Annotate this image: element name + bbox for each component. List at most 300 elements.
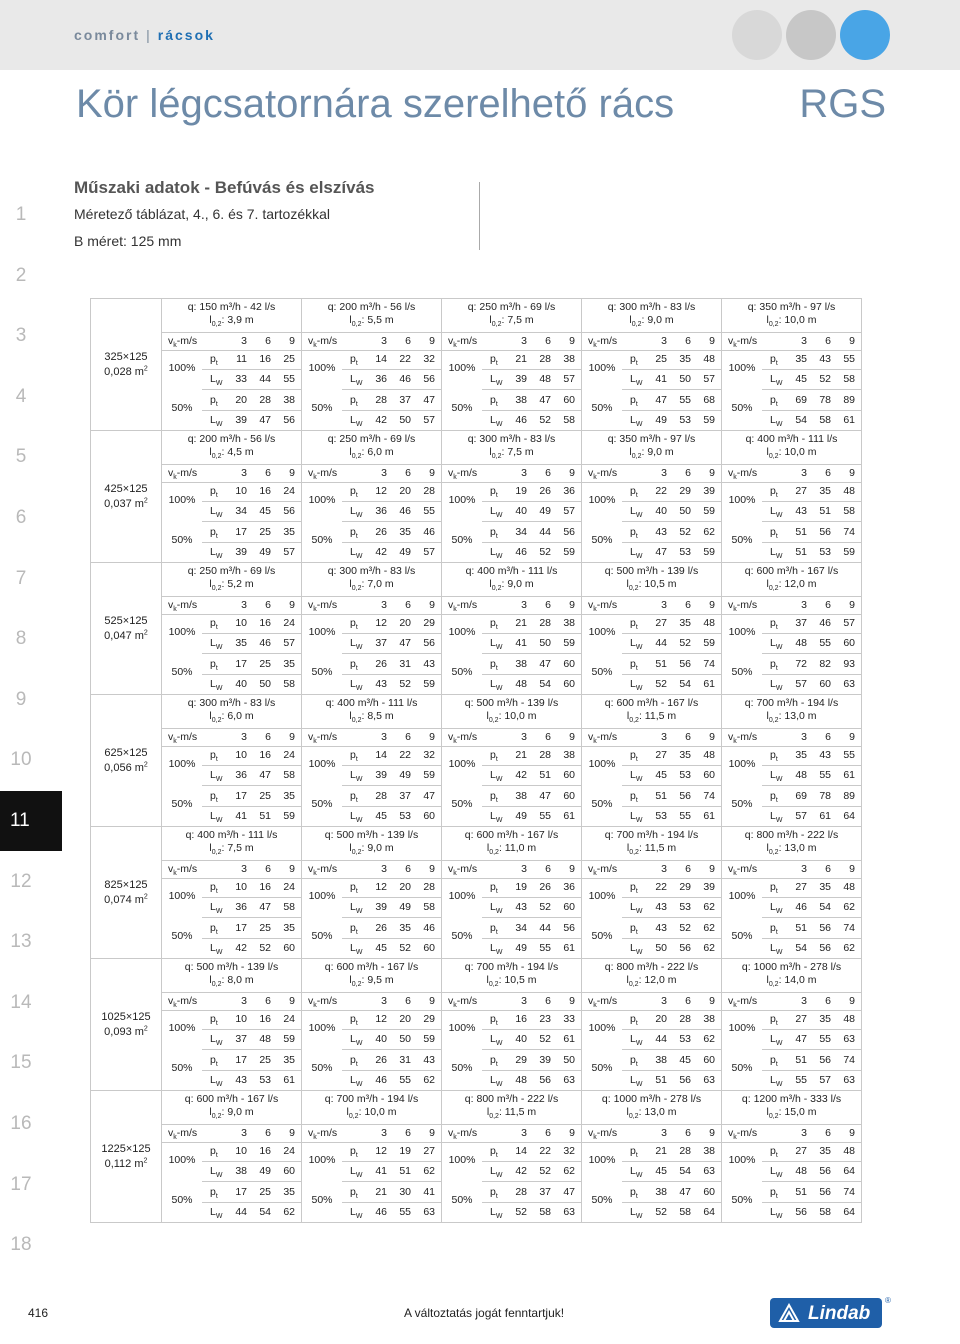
velocity-9: 9	[709, 863, 715, 875]
table-cell: 53	[679, 769, 691, 781]
table-cell: 43	[819, 749, 831, 761]
table-cell: 24	[283, 1145, 295, 1157]
table-cell: 53	[679, 414, 691, 426]
size-label	[91, 695, 162, 827]
chapter-nav-item-13[interactable]: 13	[10, 931, 32, 953]
flow-block	[162, 563, 302, 695]
chapter-nav-item-16[interactable]: 16	[10, 1113, 32, 1134]
percent-50: 50%	[591, 930, 613, 942]
chapter-nav-item-5[interactable]: 5	[15, 446, 27, 468]
table-cell: 44	[235, 1206, 247, 1218]
table-cell: 55	[843, 353, 855, 365]
table-cell: 48	[703, 617, 715, 629]
flow-rate	[582, 301, 721, 327]
table-cell: 52	[819, 373, 831, 385]
pt-label	[210, 656, 218, 673]
velocity-6: 6	[685, 995, 691, 1007]
flow-rate	[442, 697, 581, 723]
lw-letter: L	[770, 373, 776, 385]
pt-label	[490, 1052, 498, 1069]
vk-subscript: k	[173, 1002, 177, 1010]
q-prefix: q:	[741, 1093, 754, 1105]
chapter-nav-item-4[interactable]: 4	[15, 385, 27, 407]
l-subscript: 0,2	[351, 321, 362, 329]
vk-subscript: k	[453, 606, 457, 614]
q-value: 700 m³/h - 194 l/s	[476, 961, 559, 973]
pt-letter: p	[350, 526, 356, 538]
pt-letter: p	[490, 658, 496, 670]
percent-50: 50%	[591, 1194, 613, 1206]
row-separator	[762, 674, 861, 675]
row-separator	[622, 653, 721, 654]
velocity-row	[582, 992, 721, 1011]
percent-100: 100%	[168, 362, 196, 374]
throw-value: 9,0 m	[647, 314, 674, 326]
vk-unit: -m/s	[316, 863, 338, 875]
pt-letter: p	[490, 394, 496, 406]
l-colon: :	[498, 842, 505, 854]
lw-subscript: W	[355, 1172, 363, 1180]
lw-subscript: W	[495, 1081, 503, 1089]
table-row	[91, 563, 862, 695]
row-separator	[622, 917, 721, 918]
row-separator	[202, 542, 301, 543]
table-cell: 29	[679, 485, 691, 497]
chapter-nav-item-6[interactable]: 6	[15, 507, 27, 528]
lw-label	[630, 676, 642, 693]
lw-letter: L	[350, 546, 356, 558]
table-cell: 39	[235, 546, 247, 558]
table-cell: 35	[283, 1054, 295, 1066]
lw-subscript: W	[635, 421, 643, 429]
chapter-nav-item-17[interactable]: 17	[10, 1173, 32, 1195]
row-separator	[482, 785, 581, 786]
chapter-nav-item-9[interactable]: 9	[15, 688, 27, 710]
area-value: 0,047 m	[104, 629, 144, 642]
pt-subscript: t	[215, 1193, 218, 1201]
velocity-9: 9	[849, 599, 855, 611]
velocity-9: 9	[289, 863, 295, 875]
velocity-label	[448, 1125, 477, 1142]
area-value: 0,112 m	[104, 1157, 144, 1170]
table-cell: 52	[679, 526, 691, 538]
chapter-nav-item-15[interactable]: 15	[10, 1052, 32, 1074]
area-unit-exponent: 2	[143, 760, 148, 768]
vk-v: v	[448, 335, 454, 347]
table-cell: 51	[655, 1074, 667, 1086]
table-cell: 57	[283, 637, 295, 649]
lw-label	[490, 503, 502, 520]
percent-50: 50%	[731, 798, 753, 810]
pt-letter: p	[770, 617, 776, 629]
q-value: 600 m³/h - 167 l/s	[616, 697, 699, 709]
velocity-3: 3	[521, 467, 527, 479]
table-cell: 44	[539, 526, 551, 538]
table-cell: 58	[283, 678, 295, 690]
chapter-nav-item-18[interactable]: 18	[10, 1234, 32, 1256]
vk-unit: -m/s	[316, 599, 338, 611]
chapter-nav-item-1[interactable]: 1	[15, 204, 27, 225]
flow-rate	[582, 697, 721, 723]
flow-block-inner	[302, 959, 441, 1090]
chapter-nav-item-3[interactable]: 3	[15, 325, 27, 347]
row-separator	[202, 521, 301, 522]
row-separator	[482, 938, 581, 939]
table-cell: 17	[235, 1186, 247, 1198]
pt-subscript: t	[215, 888, 218, 896]
table-cell: 62	[703, 901, 715, 913]
table-cell: 53	[679, 901, 691, 913]
flow-rate	[582, 565, 721, 591]
chapter-nav-item-11[interactable]: 11	[0, 791, 62, 851]
lw-subscript: W	[355, 1213, 363, 1221]
table-cell: 51	[795, 1186, 807, 1198]
throw-value: 10,0 m	[504, 710, 537, 722]
table-cell: 38	[655, 1186, 667, 1198]
velocity-9: 9	[709, 1127, 715, 1139]
throw-value: 6,0 m	[227, 710, 254, 722]
velocity-3: 3	[661, 599, 667, 611]
velocity-row	[442, 464, 581, 483]
velocity-6: 6	[825, 863, 831, 875]
table-cell: 25	[283, 353, 295, 365]
throw-value: 6,0 m	[367, 446, 394, 458]
chapter-nav-item-8[interactable]: 8	[15, 628, 27, 650]
flow-rate	[302, 301, 441, 327]
flow-block	[162, 827, 302, 959]
pt-subscript: t	[775, 929, 778, 937]
lw-label	[630, 1204, 642, 1221]
pt-label	[210, 483, 218, 500]
l-subscript: 0,2	[211, 1113, 222, 1121]
lw-label	[770, 1163, 782, 1180]
table-cell: 52	[679, 922, 691, 934]
chapter-nav-item-14[interactable]: 14	[10, 991, 32, 1013]
vk-subscript: k	[593, 1134, 597, 1142]
lw-label	[210, 676, 222, 693]
table-cell: 47	[259, 769, 271, 781]
velocity-3: 3	[521, 599, 527, 611]
table-cell: 60	[423, 810, 435, 822]
l-colon: :	[361, 446, 368, 458]
table-cell: 35	[283, 1186, 295, 1198]
pt-label	[210, 392, 218, 409]
table-cell: 60	[283, 1165, 295, 1177]
pt-subscript: t	[495, 401, 498, 409]
l-subscript: 0,2	[491, 321, 502, 329]
pt-letter: p	[210, 749, 216, 761]
lw-subscript: W	[635, 553, 643, 561]
table-cell: 60	[563, 678, 575, 690]
l-prefix: l	[626, 842, 630, 854]
l-subscript: 0,2	[628, 981, 639, 989]
row-separator	[482, 369, 581, 370]
table-cell: 44	[655, 1033, 667, 1045]
table-cell: 36	[563, 881, 575, 893]
lw-subscript: W	[215, 1213, 223, 1221]
lw-letter: L	[770, 1074, 776, 1086]
table-cell: 27	[795, 1013, 807, 1025]
q-prefix: q:	[607, 433, 620, 445]
q-value: 700 m³/h - 194 l/s	[616, 829, 699, 841]
table-cell: 26	[375, 922, 387, 934]
table-cell: 52	[259, 942, 271, 954]
velocity-3: 3	[801, 731, 807, 743]
l-prefix: l	[766, 446, 769, 458]
row-separator	[342, 1161, 441, 1162]
throw-value: 5,2 m	[227, 578, 254, 590]
lw-subscript: W	[495, 1172, 503, 1180]
row-separator	[622, 674, 721, 675]
lw-subscript: W	[775, 949, 783, 957]
lw-subscript: W	[635, 776, 643, 784]
lw-subscript: W	[635, 949, 643, 957]
sound-row	[722, 1204, 861, 1221]
velocity-3: 3	[801, 863, 807, 875]
registered-mark: ®	[885, 1296, 891, 1305]
q-value: 300 m³/h - 83 l/s	[479, 433, 556, 445]
table-cell: 49	[399, 901, 411, 913]
decor-circle-3	[840, 10, 890, 60]
pt-subscript: t	[775, 360, 778, 368]
row-separator	[762, 897, 861, 898]
lw-letter: L	[630, 505, 636, 517]
velocity-row	[162, 596, 301, 615]
table-cell: 33	[563, 1013, 575, 1025]
percent-50: 50%	[171, 1194, 193, 1206]
chapter-nav-item-12[interactable]: 12	[10, 870, 32, 892]
table-cell: 78	[819, 790, 831, 802]
l-colon: :	[778, 974, 785, 986]
chapter-nav-item-2[interactable]: 2	[15, 264, 27, 286]
table-cell: 54	[539, 678, 551, 690]
table-cell: 48	[795, 637, 807, 649]
table-cell: 38	[655, 1054, 667, 1066]
pt-label	[210, 351, 218, 368]
pt-letter: p	[210, 658, 216, 670]
velocity-9: 9	[709, 599, 715, 611]
row-separator	[762, 1161, 861, 1162]
pt-letter: p	[490, 790, 496, 802]
l-colon: :	[638, 842, 645, 854]
vk-subscript: k	[593, 738, 597, 746]
sound-row	[302, 1072, 441, 1089]
table-cell: 61	[843, 769, 855, 781]
lw-letter: L	[770, 810, 776, 822]
pt-subscript: t	[775, 401, 778, 409]
table-cell: 58	[539, 1206, 551, 1218]
pt-subscript: t	[775, 665, 778, 673]
vk-unit: -m/s	[736, 467, 758, 479]
table-cell: 26	[539, 881, 551, 893]
table-cell: 53	[819, 546, 831, 558]
table-cell: 45	[375, 810, 387, 822]
area-value: 0,028 m	[104, 365, 144, 378]
area-unit-exponent: 2	[143, 1024, 148, 1032]
lw-label	[350, 544, 362, 561]
l-prefix: l	[629, 446, 632, 458]
lw-subscript: W	[495, 512, 503, 520]
velocity-9: 9	[849, 863, 855, 875]
pt-label	[630, 392, 638, 409]
q-value: 1200 m³/h - 333 l/s	[753, 1093, 842, 1105]
flow-block-inner	[442, 695, 581, 826]
table-cell: 37	[399, 394, 411, 406]
throw-value: 9,0 m	[647, 446, 674, 458]
pt-label	[770, 524, 778, 541]
vk-unit: -m/s	[176, 599, 198, 611]
table-cell: 58	[819, 1206, 831, 1218]
velocity-label	[588, 993, 617, 1010]
percent-50: 50%	[731, 534, 753, 546]
vk-unit: -m/s	[456, 731, 478, 743]
chapter-nav-item-7[interactable]: 7	[15, 567, 27, 589]
pt-label	[210, 524, 218, 541]
vk-unit: -m/s	[736, 1127, 758, 1139]
vk-subscript: k	[453, 1134, 457, 1142]
flow-block	[582, 1091, 722, 1223]
flow-block	[162, 431, 302, 563]
table-cell: 50	[399, 1033, 411, 1045]
table-cell: 62	[843, 901, 855, 913]
size-label	[91, 959, 162, 1091]
chapter-nav-item-10[interactable]: 10	[10, 749, 32, 771]
lw-label	[350, 1072, 362, 1089]
lw-label	[350, 1031, 362, 1048]
row-separator	[342, 521, 441, 522]
row-separator	[202, 785, 301, 786]
throw-value: 7,5 m	[227, 842, 254, 854]
table-cell: 28	[539, 353, 551, 365]
table-cell: 45	[655, 769, 667, 781]
velocity-label	[728, 333, 757, 350]
l-subscript: 0,2	[768, 717, 779, 725]
vk-subscript: k	[733, 870, 737, 878]
lw-subscript: W	[635, 1213, 643, 1221]
flow-block	[722, 827, 862, 959]
lw-letter: L	[770, 901, 776, 913]
lw-letter: L	[210, 769, 216, 781]
vk-unit: -m/s	[176, 995, 198, 1007]
vk-subscript: k	[593, 474, 597, 482]
flow-rate	[302, 697, 441, 723]
table-cell: 36	[375, 505, 387, 517]
lw-letter: L	[490, 678, 496, 690]
pt-letter: p	[210, 1013, 216, 1025]
row-separator	[342, 542, 441, 543]
pt-label	[490, 392, 498, 409]
flow-block	[162, 299, 302, 431]
pt-subscript: t	[355, 929, 358, 937]
row-separator	[762, 1049, 861, 1050]
flow-block-inner	[582, 563, 721, 694]
table-cell: 43	[655, 922, 667, 934]
row-separator	[762, 521, 861, 522]
velocity-label	[448, 333, 477, 350]
lw-label	[490, 412, 502, 429]
flow-block	[162, 695, 302, 827]
table-cell: 61	[563, 1033, 575, 1045]
table-cell: 54	[795, 414, 807, 426]
q-prefix: q:	[607, 301, 620, 313]
table-cell: 42	[235, 942, 247, 954]
q-prefix: q:	[187, 433, 200, 445]
pt-label	[490, 788, 498, 805]
size-value: 1225×125	[101, 1142, 151, 1155]
row-separator	[762, 542, 861, 543]
lw-label	[210, 1204, 222, 1221]
pt-label	[210, 1184, 218, 1201]
lw-letter: L	[770, 678, 776, 690]
throw-value: 10,5 m	[504, 974, 537, 986]
table-cell: 57	[795, 810, 807, 822]
table-cell: 49	[259, 546, 271, 558]
velocity-3: 3	[381, 1127, 387, 1139]
lw-label	[630, 503, 642, 520]
table-cell: 38	[235, 1165, 247, 1177]
lw-subscript: W	[355, 776, 363, 784]
pt-letter: p	[210, 1145, 216, 1157]
l-prefix: l	[349, 446, 352, 458]
pt-label	[350, 392, 358, 409]
brand-comfort: comfort	[74, 27, 141, 43]
flow-block	[722, 1091, 862, 1223]
velocity-row	[722, 596, 861, 615]
table-cell: 58	[819, 414, 831, 426]
pt-subscript: t	[775, 1020, 778, 1028]
pt-subscript: t	[355, 756, 358, 764]
lw-letter: L	[350, 1206, 356, 1218]
table-cell: 60	[283, 942, 295, 954]
pt-letter: p	[210, 617, 216, 629]
table-cell: 60	[563, 790, 575, 802]
table-cell: 82	[819, 658, 831, 670]
table-cell: 64	[843, 1206, 855, 1218]
table-cell: 63	[423, 1206, 435, 1218]
product-code: RGS	[799, 82, 886, 126]
row-separator	[622, 938, 721, 939]
lw-subscript: W	[355, 421, 363, 429]
table-cell: 32	[423, 353, 435, 365]
lw-subscript: W	[355, 949, 363, 957]
pt-letter: p	[770, 922, 776, 934]
q-value: 300 m³/h - 83 l/s	[619, 301, 696, 313]
q-value: 700 m³/h - 194 l/s	[756, 697, 839, 709]
lw-label	[630, 544, 642, 561]
lw-subscript: W	[215, 1172, 223, 1180]
table-cell: 47	[563, 1186, 575, 1198]
q-value: 500 m³/h - 139 l/s	[196, 961, 279, 973]
velocity-6: 6	[545, 467, 551, 479]
table-cell: 51	[795, 546, 807, 558]
row-separator	[482, 806, 581, 807]
table-cell: 25	[655, 353, 667, 365]
velocity-6: 6	[545, 995, 551, 1007]
table-cell: 60	[819, 678, 831, 690]
percent-100: 100%	[308, 362, 336, 374]
flow-rate	[442, 565, 581, 591]
row-separator	[482, 389, 581, 390]
table-cell: 55	[399, 1074, 411, 1086]
pt-subscript: t	[635, 1193, 638, 1201]
percent-100: 100%	[448, 1154, 476, 1166]
velocity-label	[168, 993, 197, 1010]
lw-subscript: W	[355, 1081, 363, 1089]
velocity-label	[448, 729, 477, 746]
l-prefix: l	[766, 710, 769, 722]
sound-row	[162, 940, 301, 957]
row-separator	[202, 938, 301, 939]
